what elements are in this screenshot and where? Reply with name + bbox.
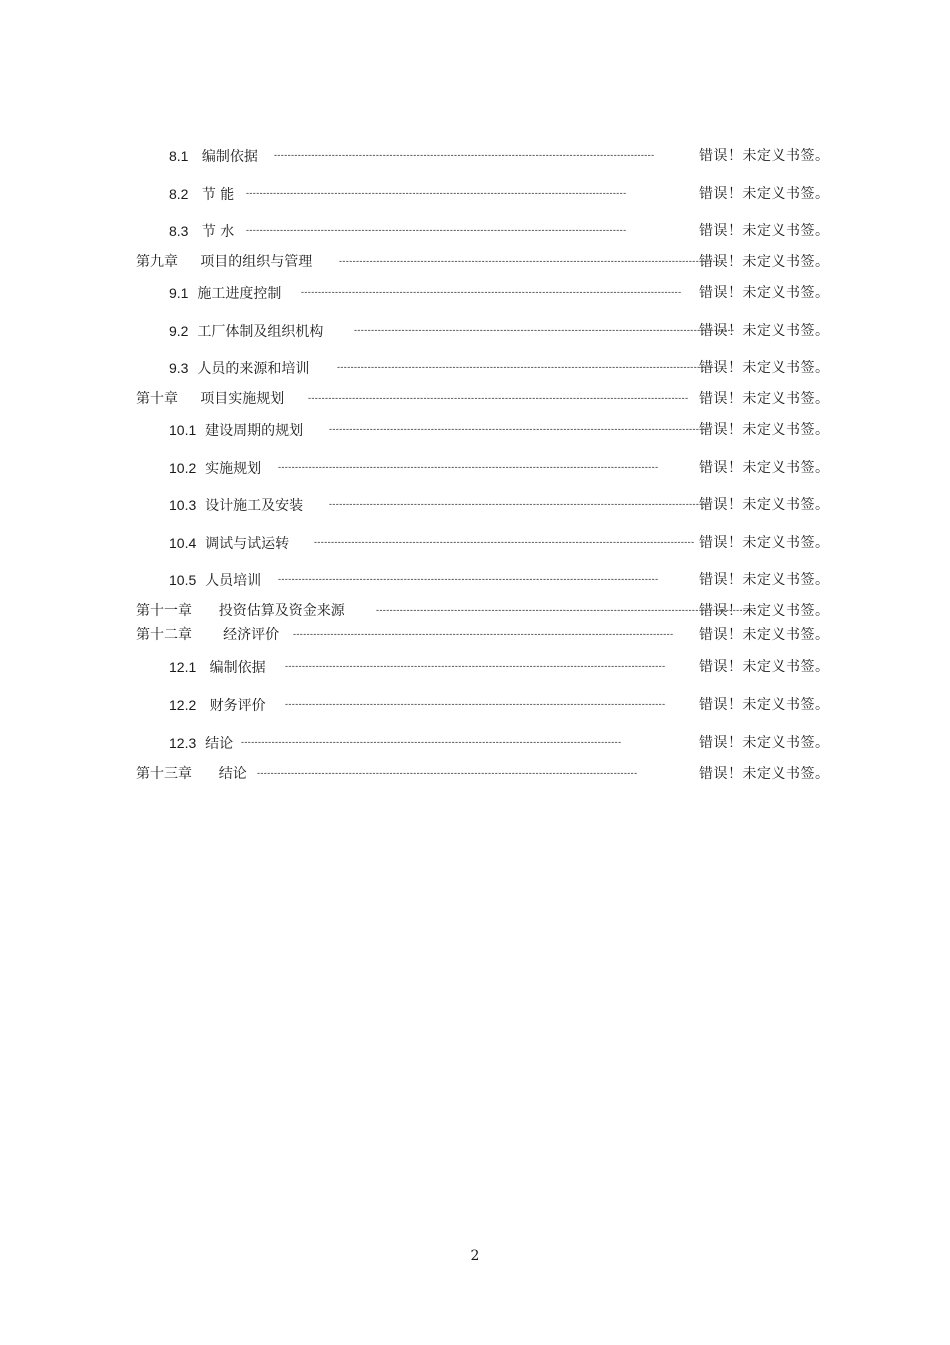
dot-leader: ---------------------------------------------------------------------------------------------------------------- xyxy=(354,325,735,335)
toc-entry[interactable] xyxy=(0,569,950,591)
toc-entry-number: 第十一章 xyxy=(136,603,192,619)
dot-leader: ---------------------------------------------------------------------------------------------------------------- xyxy=(274,150,655,160)
toc-entry-number: 10.1 xyxy=(169,422,197,438)
toc-entry[interactable] xyxy=(0,251,950,273)
toc-entry-number: 12.2 xyxy=(169,697,197,713)
toc-entry-title: 设计施工及安装 xyxy=(205,498,304,514)
dot-leader: ---------------------------------------------------------------------------------------------------------------- xyxy=(308,393,689,403)
toc-entry-number: 第十章 xyxy=(136,391,178,407)
page-number: 2 xyxy=(470,1248,480,1264)
toc-entry-page: 错误！未定义书签。 xyxy=(699,572,830,588)
toc-entry[interactable] xyxy=(0,763,950,785)
toc-entry-number: 第十三章 xyxy=(136,766,192,782)
dot-leader: ---------------------------------------------------------------------------------------------------------------- xyxy=(257,768,638,778)
dot-leader: ---------------------------------------------------------------------------------------------------------------- xyxy=(314,537,695,547)
toc-entry-number: 9.1 xyxy=(169,285,189,301)
toc-entry[interactable] xyxy=(0,694,950,716)
toc-entry-title: 编制依据 xyxy=(209,660,266,676)
toc-entry-number: 10.4 xyxy=(169,535,197,551)
toc-entry-title: 项目的组织与管理 xyxy=(200,254,313,270)
toc-entry-title: 人员培训 xyxy=(205,573,262,589)
toc-entry-page: 错误！未定义书签。 xyxy=(699,535,830,551)
toc-entry[interactable] xyxy=(0,457,950,479)
toc-entry-title: 项目实施规划 xyxy=(200,391,285,407)
toc-entry-title: 建设周期的规划 xyxy=(205,423,304,439)
toc-entry-number: 12.1 xyxy=(169,659,197,675)
toc-entry[interactable] xyxy=(0,282,950,304)
toc-entry-title: 节 能 xyxy=(201,187,235,203)
toc-entry-page: 错误！未定义书签。 xyxy=(699,360,830,376)
dot-leader: ---------------------------------------------------------------------------------------------------------------- xyxy=(285,699,666,709)
toc-entry-number: 8.3 xyxy=(169,223,189,239)
toc-entry-title: 结论 xyxy=(218,766,247,782)
toc-entry[interactable] xyxy=(0,357,950,379)
toc-entry-page: 错误！未定义书签。 xyxy=(699,323,830,339)
dot-leader: ---------------------------------------------------------------------------------------------------------------- xyxy=(339,256,720,266)
toc-entry-number: 10.5 xyxy=(169,572,197,588)
toc-entry[interactable] xyxy=(0,183,950,205)
dot-leader: ---------------------------------------------------------------------------------------------------------------- xyxy=(337,362,718,372)
toc-entry-title: 投资估算及资金来源 xyxy=(218,603,345,619)
toc-entry[interactable] xyxy=(0,320,950,342)
toc-entry[interactable] xyxy=(0,656,950,678)
toc-entry[interactable] xyxy=(0,419,950,441)
toc-entry-title: 节 水 xyxy=(201,224,235,240)
toc-entry-page: 错误！未定义书签。 xyxy=(699,223,830,239)
toc-entry-page: 错误！未定义书签。 xyxy=(699,497,830,513)
dot-leader: ---------------------------------------------------------------------------------------------------------------- xyxy=(293,629,674,639)
toc-entry-number: 第十二章 xyxy=(136,627,192,643)
toc-entry-number: 第九章 xyxy=(136,254,178,270)
dot-leader: ---------------------------------------------------------------------------------------------------------------- xyxy=(329,499,710,509)
toc-entry-title: 财务评价 xyxy=(209,698,266,714)
toc-entry-number: 9.3 xyxy=(169,360,189,376)
toc-entry-number: 8.1 xyxy=(169,148,189,164)
toc-entry[interactable] xyxy=(0,624,950,646)
toc-entry-page: 错误！未定义书签。 xyxy=(699,659,830,675)
toc-entry-page: 错误！未定义书签。 xyxy=(699,735,830,751)
toc-entry[interactable] xyxy=(0,388,950,410)
toc-entry-title: 调试与试运转 xyxy=(205,536,290,552)
toc-entry-number: 8.2 xyxy=(169,186,189,202)
toc-entry-title: 经济评价 xyxy=(223,627,280,643)
toc-entry-page: 错误！未定义书签。 xyxy=(699,460,830,476)
dot-leader: ---------------------------------------------------------------------------------------------------------------- xyxy=(278,574,659,584)
toc-entry-title: 工厂体制及组织机构 xyxy=(197,324,324,340)
toc-entry[interactable] xyxy=(0,145,950,167)
toc-entry-page: 错误！未定义书签。 xyxy=(699,148,830,164)
dot-leader: ---------------------------------------------------------------------------------------------------------------- xyxy=(246,225,627,235)
dot-leader: ---------------------------------------------------------------------------------------------------------------- xyxy=(301,287,682,297)
toc-entry[interactable] xyxy=(0,494,950,516)
dot-leader: ---------------------------------------------------------------------------------------------------------------- xyxy=(246,188,627,198)
toc-entry-page: 错误！未定义书签。 xyxy=(699,391,830,407)
toc-entry-number: 10.3 xyxy=(169,497,197,513)
dot-leader: ---------------------------------------------------------------------------------------------------------------- xyxy=(376,605,757,615)
toc-entry-page: 错误！未定义书签。 xyxy=(699,627,830,643)
toc-entry-page: 错误！未定义书签。 xyxy=(699,254,830,270)
toc-entry[interactable] xyxy=(0,532,950,554)
toc-entry-title: 结论 xyxy=(205,736,234,752)
toc-entry-page: 错误！未定义书签。 xyxy=(699,285,830,301)
toc-entry-page: 错误！未定义书签。 xyxy=(699,186,830,202)
toc-entry-title: 施工进度控制 xyxy=(197,286,282,302)
toc-entry-page: 错误！未定义书签。 xyxy=(699,766,830,782)
toc-entry-number: 10.2 xyxy=(169,460,197,476)
toc-entry-title: 实施规划 xyxy=(205,461,262,477)
toc-entry-title: 人员的来源和培训 xyxy=(197,361,310,377)
dot-leader: ---------------------------------------------------------------------------------------------------------------- xyxy=(285,661,666,671)
toc-entry-number: 9.2 xyxy=(169,323,189,339)
toc-entry-title: 编制依据 xyxy=(201,149,258,165)
dot-leader: ---------------------------------------------------------------------------------------------------------------- xyxy=(329,424,710,434)
toc-entry-page: 错误！未定义书签。 xyxy=(699,603,830,619)
dot-leader: ---------------------------------------------------------------------------------------------------------------- xyxy=(241,737,622,747)
toc-entry[interactable] xyxy=(0,600,950,622)
toc-entry[interactable] xyxy=(0,220,950,242)
toc-entry-number: 12.3 xyxy=(169,735,197,751)
dot-leader: ---------------------------------------------------------------------------------------------------------------- xyxy=(278,462,659,472)
toc-entry-page: 错误！未定义书签。 xyxy=(699,697,830,713)
toc-entry[interactable] xyxy=(0,732,950,754)
toc-entry-page: 错误！未定义书签。 xyxy=(699,422,830,438)
